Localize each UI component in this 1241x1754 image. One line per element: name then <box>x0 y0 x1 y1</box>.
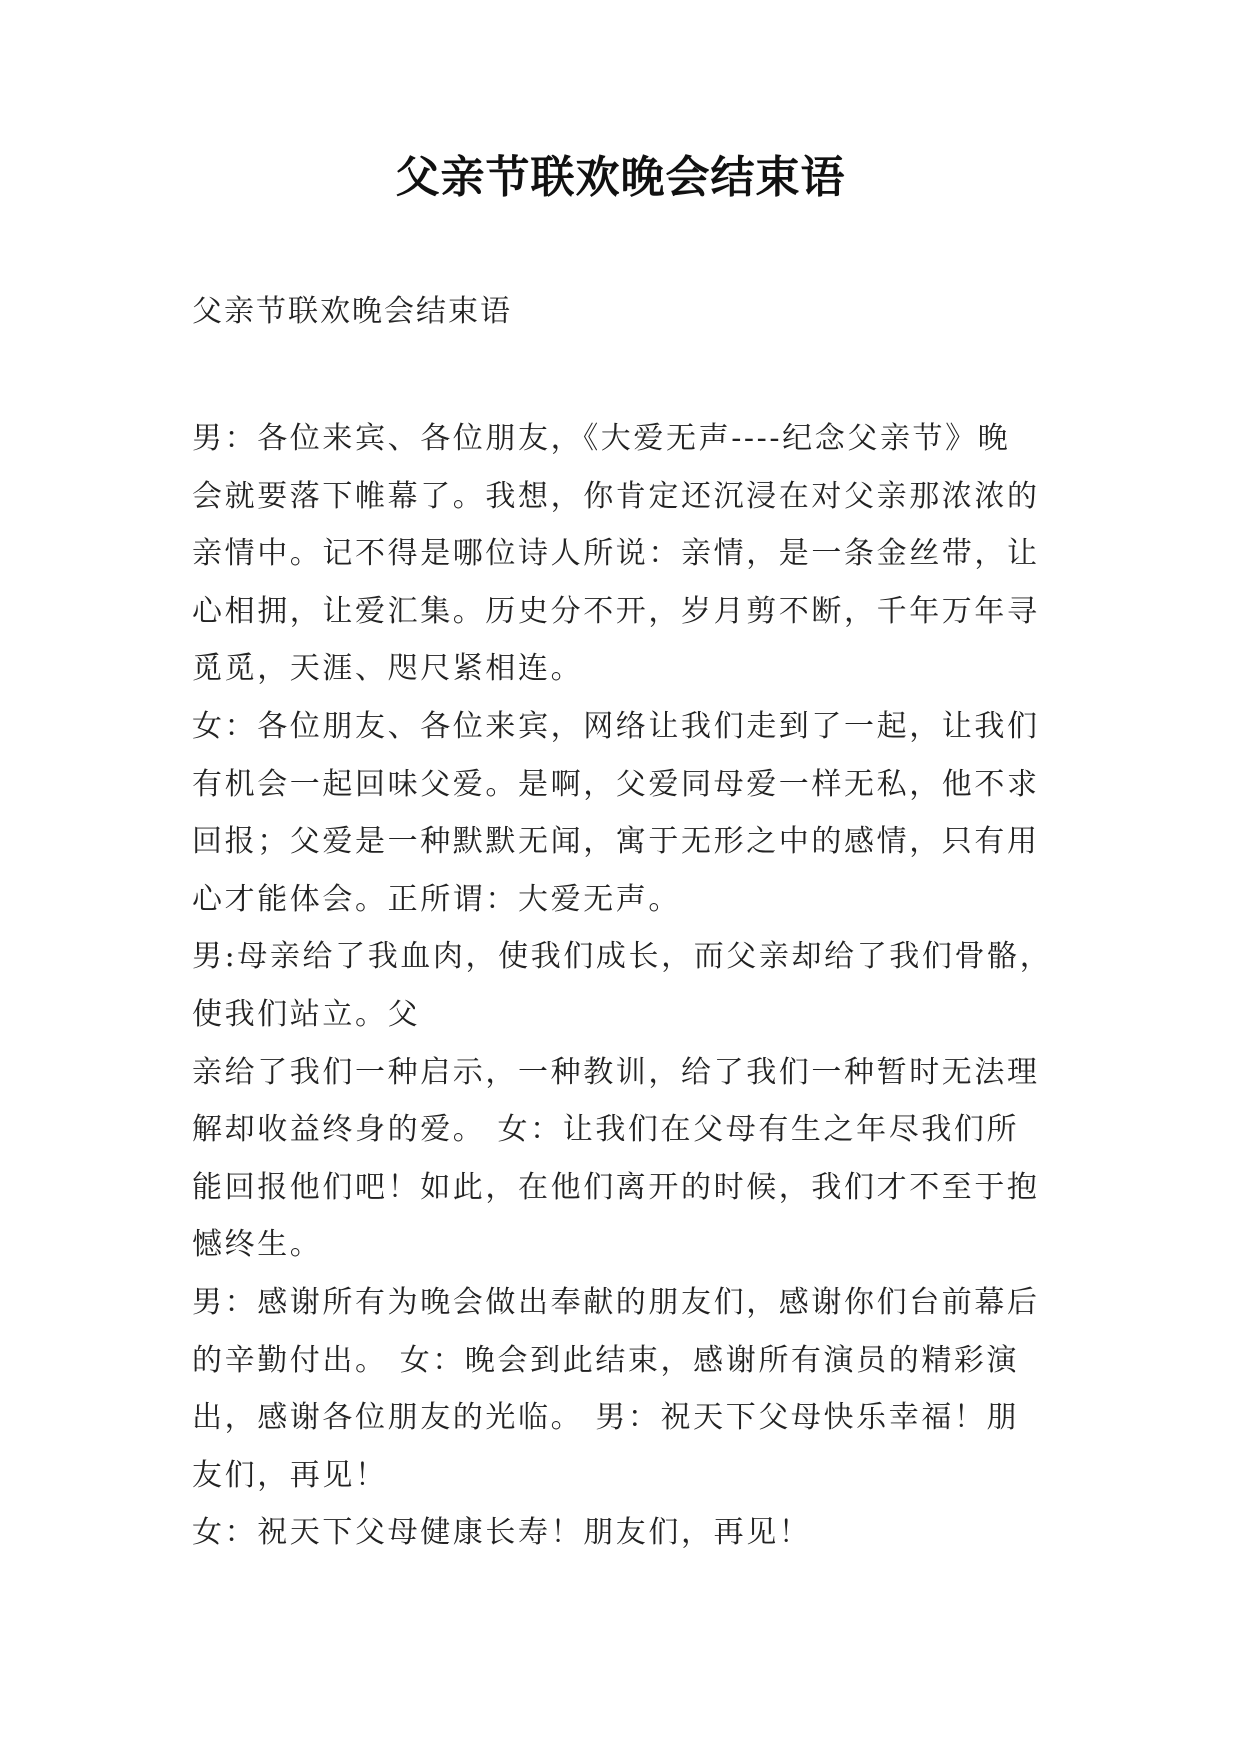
text-line: 友们，再见！ <box>192 1457 388 1493</box>
text-line: 憾终生。 <box>192 1227 323 1263</box>
text-line: 会就要落下帷幕了。我想，你肯定还沉浸在对父亲那浓浓的 <box>192 478 1040 514</box>
text-line: 男：感谢所有为晚会做出奉献的朋友们，感谢你们台前幕后 <box>192 1284 1040 1320</box>
text-line: 觅觅，天涯、咫尺紧相连。 <box>192 651 584 687</box>
text-line: 女：祝天下父母健康长寿！朋友们，再见！ <box>192 1515 812 1551</box>
text-line: 女：各位朋友、各位来宾，网络让我们走到了一起，让我们 <box>192 708 1040 744</box>
text-line: 男：各位来宾、各位朋友，《大爱无声----纪念父亲节》晚 <box>192 421 1011 456</box>
text-line: 回报；父爱是一种默默无闻，寓于无形之中的感情，只有用 <box>192 824 1040 860</box>
text-line: 男:母亲给了我血肉，使我们成长，而父亲却给了我们骨骼， <box>192 939 1053 975</box>
text-line: 有机会一起回味父爱。是啊，父爱同母爱一样无私，他不求 <box>192 766 1040 802</box>
text-line: 亲给了我们一种启示，一种教训，给了我们一种暂时无法理 <box>192 1054 1040 1090</box>
text-line: 解却收益终身的爱。 女：让我们在父母有生之年尽我们所 <box>192 1112 1020 1148</box>
document-subtitle: 父亲节联欢晚会结束语 <box>192 294 512 329</box>
text-line: 心才能体会。正所谓：大爱无声。 <box>192 881 681 917</box>
text-line: 出，感谢各位朋友的光临。 男：祝天下父母快乐幸福！朋 <box>192 1400 1020 1436</box>
document-body <box>192 410 1053 1562</box>
page-title: 父亲节联欢晚会结束语 <box>395 152 846 203</box>
text-line: 亲情中。记不得是哪位诗人所说：亲情，是一条金丝带，让 <box>192 536 1040 572</box>
text-line: 心相拥，让爱汇集。历史分不开，岁月剪不断，千年万年寻 <box>192 593 1040 629</box>
text-line: 能回报他们吧！如此，在他们离开的时候，我们才不至于抱 <box>192 1169 1040 1205</box>
text-line: 使我们站立。父 <box>192 996 421 1032</box>
text-line: 的辛勤付出。 女：晚会到此结束，感谢所有演员的精彩演 <box>192 1342 1020 1378</box>
